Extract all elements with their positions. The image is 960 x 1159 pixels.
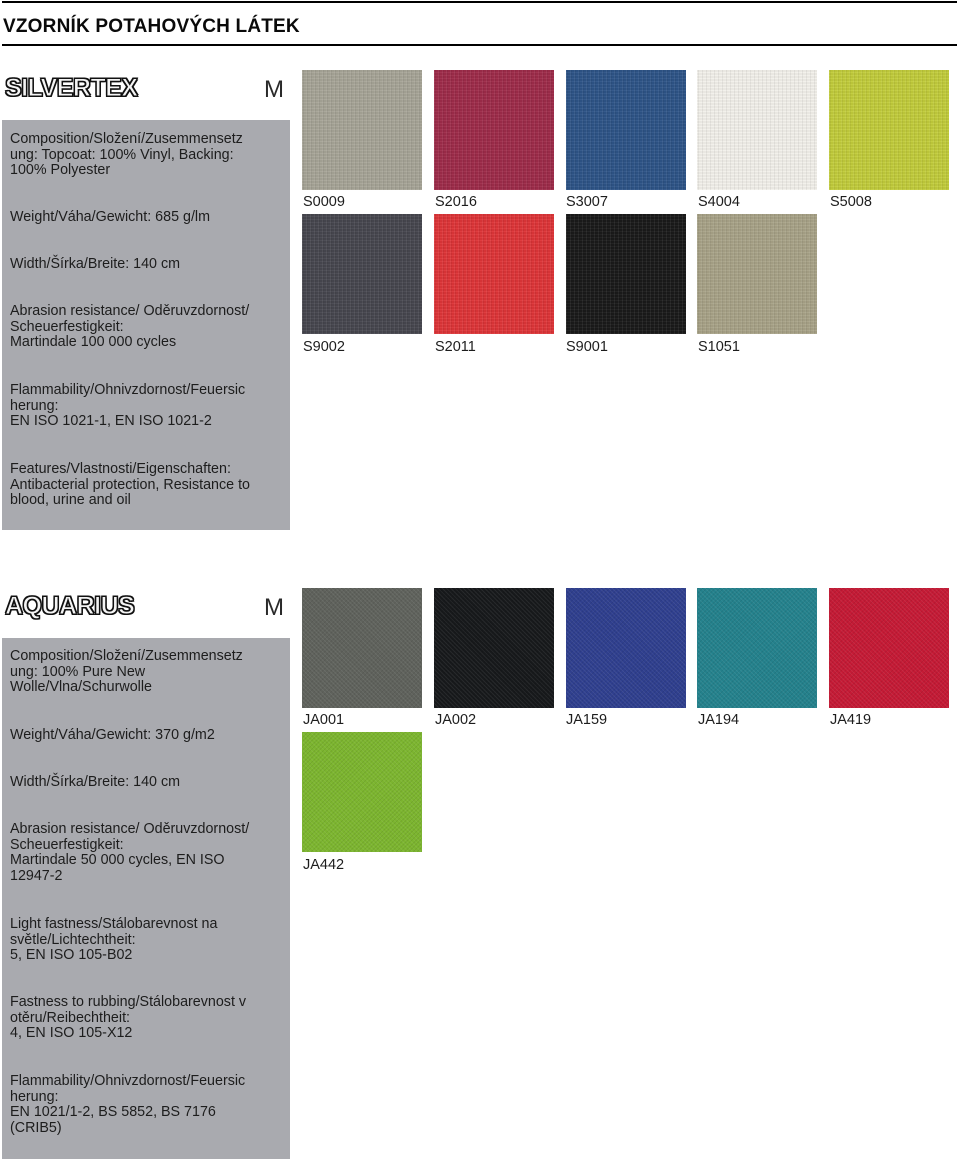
spec-rubbing-fastness: Fastness to rubbing/Stálobarevnost v otěru/Reibechtheit: 4, EN ISO 105-X12 — [10, 994, 247, 1042]
spec-features: Features/Vlastnosti/Eigenschaften: Antibacterial protection, Resistance to blood, urine and oil — [10, 461, 250, 509]
fabric-swatch[interactable] — [697, 588, 817, 708]
fabric-swatch[interactable] — [302, 214, 422, 334]
swatch-code: JA002 — [435, 712, 477, 728]
swatch-code: JA001 — [303, 712, 345, 728]
spec-flammability: Flammability/Ohnivzdornost/Feuersic herung: EN 1021/1-2, BS 5852, BS 7176 (CRIB5) — [10, 1073, 246, 1136]
fabric-swatch[interactable] — [302, 588, 422, 708]
spec-composition: Composition/Složení/Zusemmensetz ung: Topcoat: 100% Vinyl, Backing: 100% Polyester — [10, 131, 243, 179]
swatch-code: S3007 — [566, 194, 608, 210]
spec-width: Width/Šírka/Breite: 140 cm — [10, 774, 181, 790]
spec-width: Width/Šírka/Breite: 140 cm — [10, 256, 181, 272]
swatch-code: JA194 — [698, 712, 740, 728]
fabric-swatch[interactable] — [434, 214, 554, 334]
page-title: VZORNÍK POTAHOVÝCH LÁTEK — [3, 16, 300, 37]
product-size: M — [264, 76, 284, 103]
spec-flammability: Flammability/Ohnivzdornost/Feuersic herung: EN ISO 1021-1, EN ISO 1021-2 — [10, 382, 246, 430]
product-name: AQUARIUS — [5, 592, 135, 620]
product-size: M — [264, 594, 284, 621]
swatch-code: S9002 — [303, 339, 345, 355]
spec-abrasion: Abrasion resistance/ Oděruvzdornost/ Scheuerfestigkeit: Martindale 100 000 cycles — [10, 303, 250, 351]
swatch-code: S5008 — [830, 194, 872, 210]
spec-abrasion: Abrasion resistance/ Oděruvzdornost/ Scheuerfestigkeit: Martindale 50 000 cycles, EN ISO 12947-2 — [10, 821, 250, 884]
fabric-swatch[interactable] — [566, 588, 686, 708]
fabric-swatch[interactable] — [302, 732, 422, 852]
swatch-code: S2016 — [435, 194, 477, 210]
fabric-swatch[interactable] — [566, 70, 686, 190]
swatch-code: S9001 — [566, 339, 608, 355]
swatch-code: S4004 — [698, 194, 740, 210]
fabric-swatch[interactable] — [697, 214, 817, 334]
product-name: SILVERTEX — [5, 74, 138, 102]
fabric-swatch[interactable] — [829, 588, 949, 708]
swatch-code: JA419 — [830, 712, 872, 728]
spec-weight: Weight/Váha/Gewicht: 370 g/m2 — [10, 727, 215, 743]
fabric-swatch[interactable] — [829, 70, 949, 190]
swatch-code: S1051 — [698, 339, 740, 355]
fabric-swatch[interactable] — [302, 70, 422, 190]
swatch-code: S2011 — [435, 339, 476, 355]
fabric-swatch[interactable] — [566, 214, 686, 334]
header-rule-top — [2, 1, 957, 3]
spec-light-fastness: Light fastness/Stálobarevnost na světle/Lichtechtheit: 5, EN ISO 105-B02 — [10, 916, 218, 964]
spec-weight: Weight/Váha/Gewicht: 685 g/lm — [10, 209, 210, 225]
swatch-code: S0009 — [303, 194, 345, 210]
swatch-code: JA159 — [566, 712, 608, 728]
header-rule-bottom — [2, 44, 957, 46]
fabric-swatch[interactable] — [434, 70, 554, 190]
fabric-swatch[interactable] — [434, 588, 554, 708]
swatch-code: JA442 — [303, 857, 345, 873]
spec-composition: Composition/Složení/Zusemmensetz ung: 100% Pure New Wolle/Vlna/Schurwolle — [10, 648, 243, 696]
fabric-swatch[interactable] — [697, 70, 817, 190]
